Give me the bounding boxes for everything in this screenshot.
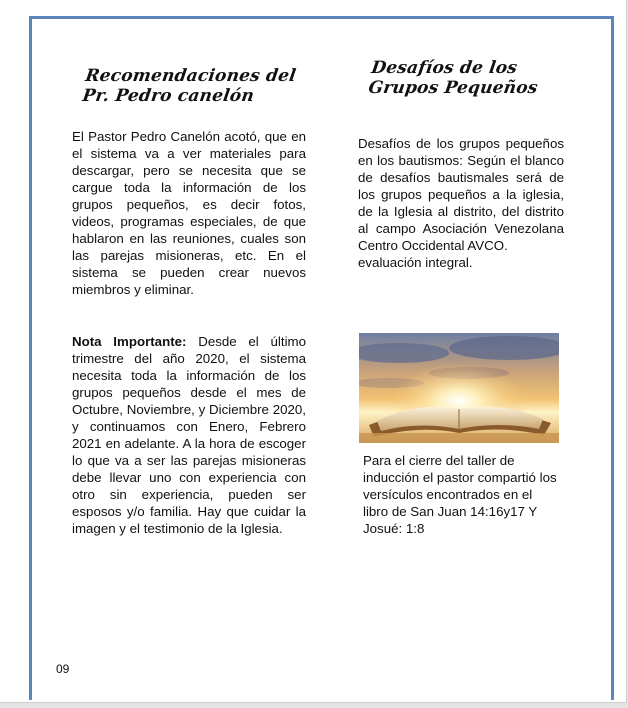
left-paragraph-recommendations: El Pastor Pedro Canelón acotó, que en el sistema va a ver materiales para descargar, pero se necesita que se cargue toda la información de los grupos pequeños, es decir fotos, videos, programas especiales, de que hablaron en las reuniones, cuales son las parejas misioneras, etc. En el sistema se pueden crear nuevos miembros y eliminar. [72, 129, 306, 297]
image-caption: Para el cierre del taller de inducción el pastor compartió los versículos encontrados en el libro de San Juan 14:16y17 Y Josué: 1:8 [363, 453, 557, 536]
page-number: 09 [56, 662, 70, 676]
left-column-heading [81, 66, 337, 106]
left-heading-line1: Recomendaciones del [84, 66, 298, 86]
note-label: Nota Importante: [72, 334, 187, 349]
right-column-heading [367, 58, 583, 98]
right-heading-line2: Grupos Pequeños [367, 78, 540, 98]
challenges-text: Desafíos de los grupos pequeños en los bautismos: Según el blanco de desafíos bautismales será de los grupos pequeños a la iglesia, de la Iglesia al distrito, del distrito al campo Asociación Venezolana Centro Occidental AVCO. [358, 136, 564, 253]
left-paragraph-important-note [72, 333, 306, 537]
right-paragraph-challenges [358, 135, 564, 271]
left-heading-line2: Pr. Pedro canelón [81, 86, 256, 106]
open-bible-illustration [359, 333, 559, 443]
challenges-tail: evaluación integral. [358, 255, 473, 270]
note-text: Desde el último trimestre del año 2020, el sistema necesita toda la información de los grupos pequeños desde el mes de Octubre, Noviembre, y Diciembre 2020, y continuamos con Enero, Febrero 2021 en adelante. A la hora de escoger lo que va a ser las parejas misioneras debe llevar uno con experiencia con otro sin experiencia, pueden ser esposos y/o familia. Hay que cuidar la imagen y el testimonio de la Iglesia. [72, 334, 306, 536]
right-heading-line1: Desafíos de los [370, 58, 519, 78]
open-bible-image [359, 333, 559, 443]
